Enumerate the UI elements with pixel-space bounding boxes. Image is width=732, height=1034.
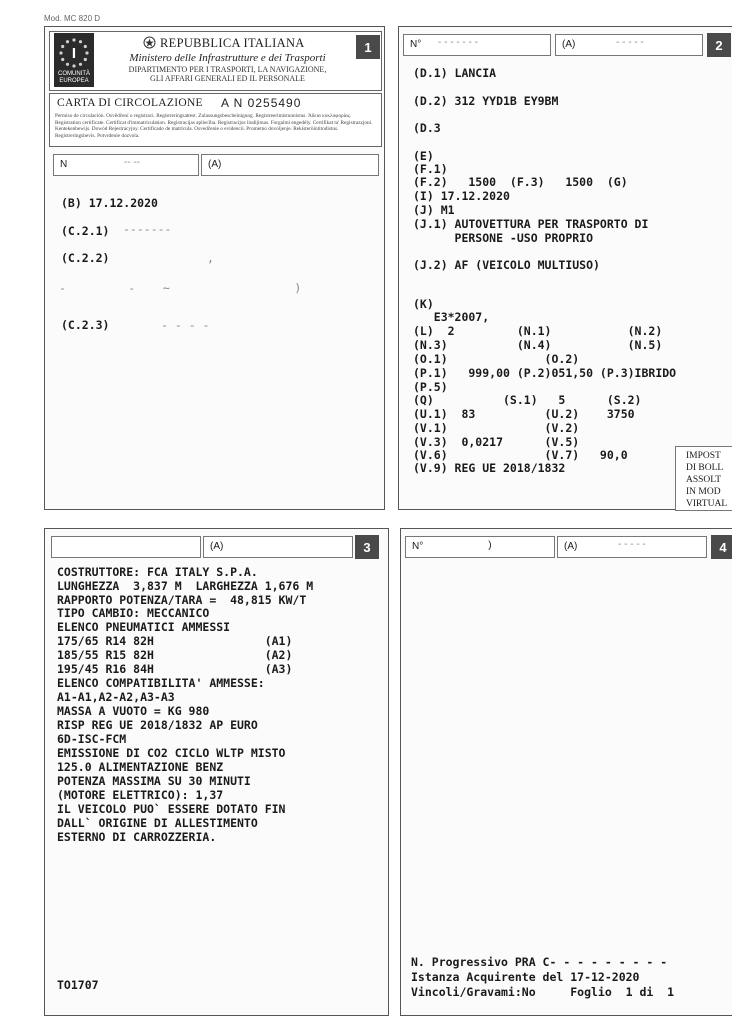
line-v1: (V.1) (V.2) [413,421,580,435]
a-value: - - - - - [618,539,646,550]
spec-line-3: RAPPORTO POTENZA/TARA = 48,815 KW/T [57,593,307,607]
spec-line-17: (MOTORE ELETTRICO): 1,37 [57,788,224,802]
a-label: (A) [564,541,578,552]
spec-line-11: MASSA A VUOTO = KG 980 [57,704,210,718]
department-line-2: GLI AFFARI GENERALI ED IL PERSONALE [150,74,305,83]
spec-line-12: RISP REG UE 2018/1832 AP EURO [57,718,258,732]
spec-line-5: ELENCO PNEUMATICI AMMESSI [57,620,231,634]
line-p5: (P.5) [413,380,448,394]
spec-line-16: POTENZA MASSIMA SU 30 MINUTI [57,774,251,788]
spec-line-18: IL VEICOLO PUO` ESSERE DOTATO FIN [57,802,286,816]
n-field [405,536,555,558]
eu-label-1: COMUNITÀ [58,71,90,77]
spec-line-6: 175/65 R14 82H (A1) [57,634,293,648]
spec-line-13: 6D-ISC-FCM [57,732,127,746]
spec-line-14: EMISSIONE DI CO2 CICLO WLTP MISTO [57,746,286,760]
line-d2: (D.2) 312 YYD1B EY9BM [413,94,559,108]
eu-country-code: I [71,45,77,62]
line-n3: (N.3) (N.4) (N.5) [413,338,663,352]
spec-line-8: 195/45 R16 84H (A3) [57,662,293,676]
line-v3: (V.3) 0,0217 (V.5) [413,435,580,449]
a-field [557,536,707,558]
line-e: (E) [413,149,434,163]
line-q: (Q) (S.1) 5 (S.2) [413,393,642,407]
a-field [203,536,353,558]
spec-line-20: ESTERNO DI CARROZZERIA. [57,830,217,844]
line-j: (J) M1 [413,203,455,217]
panel-1 [44,26,385,510]
stamp-line-3: ASSOLT [686,475,722,485]
a-label: (A) [210,541,224,552]
n-field [403,34,551,56]
document-title: CARTA DI CIRCOLAZIONE [57,97,203,109]
panel-2 [398,26,732,510]
translations-text: Permiso de circulación. Osvědčení o registraci. Registreringsattest. Zulassungsbescheinigung. Registreerimistunnistus. Άδεια κυκλοφορίας. Registration certificate. Certificat d'immatriculation. Registracijas apliecība. Registracijos liudijimas. Forgalmi engedély. Certifikat ta' Registrazzjoni. Kentekenbewijs. Dowód Rejestracyjny. Certificado de matrícula. Osvedčenie o evidencii. Prometno dovoljenje. Rekisteröintitodistus. Registreringsbevis. Potvrdenie dozvola. [55,113,373,139]
c23-value: - - - - [161,318,210,332]
line-f2: (F.2) 1500 (F.3) 1500 (G) [413,175,628,189]
c23-label: (C.2.3) [61,318,110,332]
emblem-icon [143,36,156,49]
line-i: (I) 17.12.2020 [413,189,510,203]
c22-label: (C.2.2) [61,251,110,265]
spec-line-4: TIPO CAMBIO: MECCANICO [57,606,210,620]
eu-label-2: EUROPEA [59,78,89,84]
progressive-number-line: N. Progressivo PRA C- - - - - - - - - [411,955,668,969]
line-d1: (D.1) LANCIA [413,66,497,80]
a-value: - - - - - [616,37,644,48]
line-j1-cont: PERSONE -USO PROPRIO [413,231,594,245]
line-k: (K) [413,297,434,311]
line-o1: (O.1) (O.2) [413,352,580,366]
a-field [201,154,379,176]
stamp-duty-box [675,446,732,511]
line-u1: (U.1) 83 (U.2) 3750 [413,407,635,421]
registration-date: (B) 17.12.2020 [61,196,158,210]
n-label: N° [410,39,422,50]
panel-number-1: 1 [356,35,380,59]
panel-number-4: 4 [711,535,732,559]
spec-line-15: 125.0 ALIMENTAZIONE BENZ [57,760,224,774]
department-line-1: DIPARTIMENTO PER I TRASPORTI, LA NAVIGAZIONE, [128,65,327,74]
panel-4 [400,528,732,1016]
document-number: A N 0255490 [221,96,302,110]
n-value: -- -- [124,157,141,168]
line-j2: (J.2) AF (VEICOLO MULTIUSO) [413,258,600,272]
line-p1: (P.1) 999,00 (P.2)051,50 (P.3)IBRIDO [413,366,677,380]
line-f1: (F.1) [413,162,448,176]
panel-number-3: 3 [355,535,379,559]
a-label: (A) [208,159,222,170]
buyer-request-line: Istanza Acquirente del 17-12-2020 [411,970,640,984]
encumbrances-line: Vincoli/Gravami:No Foglio 1 di 1 [411,985,675,999]
c22-value: , [207,251,214,265]
spec-line-1: COSTRUTTORE: FCA ITALY S.P.A. [57,565,258,579]
ministry-name: Ministero delle Infrastrutture e dei Trasporti [129,52,326,64]
spec-line-7: 185/55 R15 82H (A2) [57,648,293,662]
panel-3 [44,528,389,1016]
c21-value: ------- [123,222,172,236]
n-label: N [60,159,68,170]
stamp-line-1: IMPOST [686,451,721,461]
stamp-line-4: IN MOD [686,487,721,497]
a-field [555,34,703,56]
spec-line-2: LUNGHEZZA 3,837 M LARGHEZZA 1,676 M [57,579,314,593]
form-code: Mod. MC 820 D [44,14,101,23]
n-field [53,154,199,176]
office-code: TO1707 [57,978,99,992]
n-value: ) [466,540,492,551]
holder-line: - - ~ ) [59,281,302,295]
n-field [51,536,201,558]
line-v9: (V.9) REG UE 2018/1832 [413,461,566,475]
line-k-value: E3*2007, [413,310,490,324]
a-label: (A) [562,39,576,50]
c21-label: (C.2.1) [61,224,110,238]
spec-line-9: ELENCO COMPATIBILITA' AMMESSE: [57,676,265,690]
stamp-line-5: VIRTUAL [686,499,728,509]
n-value: - - - - - - - [438,37,478,48]
panel-number-2: 2 [707,33,731,57]
line-j1: (J.1) AUTOVETTURA PER TRASPORTO DI [413,217,649,231]
n-label: N° [412,541,424,552]
line-v6: (V.6) (V.7) 90,0 [413,448,628,462]
spec-line-10: A1-A1,A2-A2,A3-A3 [57,690,175,704]
spec-line-19: DALL` ORIGINE DI ALLESTIMENTO [57,816,258,830]
republic-title: REPUBBLICA ITALIANA [160,36,305,50]
line-l: (L) 2 (N.1) (N.2) [413,324,663,338]
eu-flag [54,33,94,87]
line-d3: (D.3 [413,121,441,135]
stamp-line-2: DI BOLL [686,463,724,473]
